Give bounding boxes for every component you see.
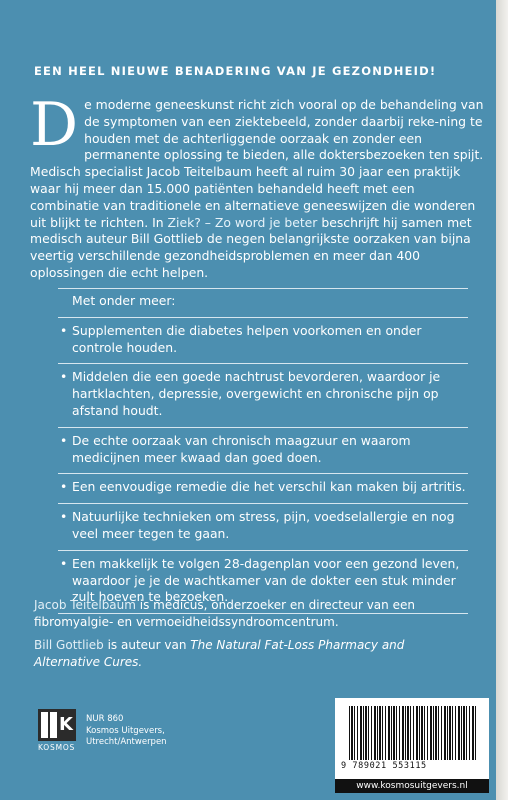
book-title-reference: Ziek? – Zo word je beter (167, 214, 318, 230)
author-name: Jacob Teitelbaum (34, 598, 136, 612)
author-books: The Natural Fat-Loss Pharmacy and Alternative Cures. (34, 638, 405, 669)
drop-cap: D (30, 90, 79, 160)
intro-text-part2: beschrijft hij samen met medisch auteur Bill Gottlieb de negen belangrijkste oorzaken van bijna veertig verschillende gezondheidsproblemen en meer dan 400 oplossingen die echt helpen. (30, 214, 472, 280)
list-item-text: De echte oorzaak van chronisch maagzuur en waarom medicijnen meer kwaad dan goed doen. (72, 432, 411, 465)
publisher-website: www.kosmosuitgevers.nl (335, 779, 489, 793)
publisher-logo-name: KOSMOS (38, 743, 76, 752)
page-edge (496, 0, 508, 800)
list-item (58, 318, 468, 365)
tagline: EEN HEEL NIEUWE BENADERING VAN JE GEZONDHEID! (34, 64, 437, 78)
list-item-text: Middelen die een goede nachtrust bevorderen, waardoor je hartklachten, depressie, overgewicht en chronische pijn op afstand houdt. (72, 369, 441, 418)
bullet-icon: • (60, 322, 68, 338)
author-bio-text: is medicus, onderzoeker en directeur van een fibromyalgie- en vermoeidheidssyndroomcentrum. (34, 598, 415, 629)
nur-code: NUR 860 (86, 714, 124, 724)
list-item-text: Een eenvoudige remedie die het verschil kan maken bij artritis. (72, 479, 466, 495)
list-item (58, 504, 468, 551)
kosmos-logo-icon: K (38, 709, 76, 741)
bullet-icon: • (60, 369, 68, 385)
intro-text-part1: e moderne geneeskunst richt zich vooral op de behandeling van de symptomen van een ziektebeeld, zonder daarbij reke-ning te houden met de achterliggende oorzaak en zonder een permanente oplossing te bieden, alle doktersbezoeken ten spijt. Medisch specialist Jacob Teitelbaum heeft al ruim 30 jaar een praktijk waar hij meer dan 15.000 patiënten behandeld heeft met een combinatie van traditionele en alternatieve geneeswijzen die wonderen uit blijkt te richten. In (30, 97, 484, 230)
author-bio-gottlieb (34, 637, 474, 670)
list-item (58, 474, 468, 504)
isbn-number: 9 789021 553115 (341, 761, 427, 771)
bullet-icon: • (60, 432, 68, 448)
isbn-barcode (335, 698, 489, 788)
publisher-name: Kosmos Uitgevers, (86, 725, 165, 736)
list-item (58, 364, 468, 427)
barcode-icon (349, 706, 477, 760)
highlights-heading: Met onder meer: (58, 289, 468, 318)
publisher-info (86, 714, 246, 749)
list-item-text: Supplementen die diabetes helpen voorkomen en onder controle houden. (72, 322, 422, 355)
bullet-icon: • (60, 555, 68, 571)
bullet-icon: • (60, 479, 68, 495)
list-item-text: Natuurlijke technieken om stress, pijn, voedselallergie en nog veel meer tegen te gaan. (72, 509, 455, 541)
intro-paragraph (30, 90, 486, 282)
author-name: Bill Gottlieb (34, 638, 104, 652)
list-item (58, 428, 468, 475)
author-bio-text: is auteur van (103, 638, 191, 652)
bullet-icon: • (60, 509, 68, 525)
list-item-text: Een makkelijk te volgen 28-dagenplan voor een gezond leven, waardoor je je de wachtkamer van de dokter een stuk minder zult hoeven te bezoeken. (72, 555, 460, 605)
publisher-logo (38, 709, 80, 752)
author-bio-teitelbaum (34, 597, 474, 630)
publisher-place: Utrecht/Antwerpen (86, 737, 167, 747)
highlights-list (58, 288, 468, 614)
